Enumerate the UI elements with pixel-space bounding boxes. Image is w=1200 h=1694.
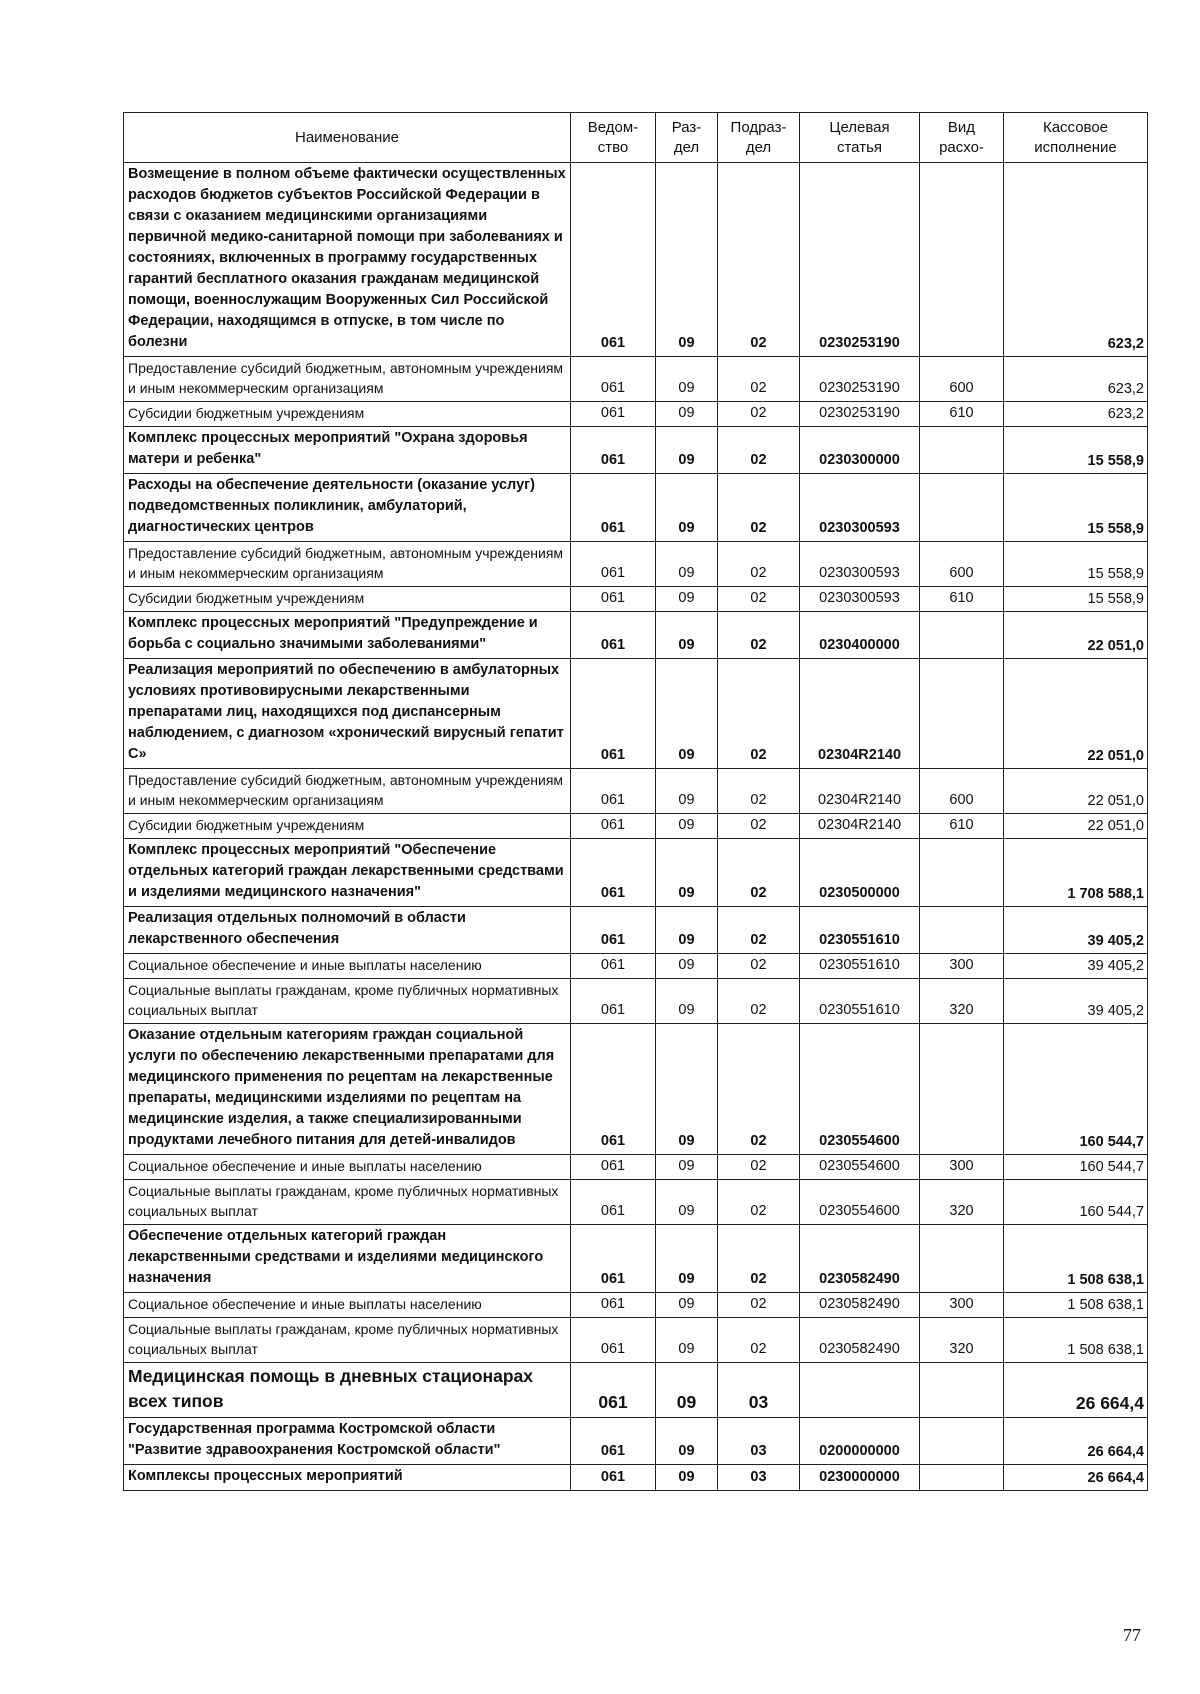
- row-section: 09: [656, 542, 718, 587]
- row-target-article: 0230554600: [800, 1024, 920, 1155]
- table-row: [124, 163, 1148, 357]
- row-expense-type: [920, 1024, 1004, 1155]
- row-subsection: 02: [718, 954, 800, 979]
- row-expense-type: 320: [920, 1180, 1004, 1225]
- row-name: Социальное обеспечение и иные выплаты населению: [124, 1293, 571, 1318]
- row-expense-type: [920, 612, 1004, 659]
- row-subsection: 02: [718, 542, 800, 587]
- row-department: 061: [571, 907, 656, 954]
- page-number: 77: [1123, 1625, 1141, 1645]
- row-department: 061: [571, 954, 656, 979]
- row-subsection: 02: [718, 1293, 800, 1318]
- row-subsection: 02: [718, 1155, 800, 1180]
- row-name: Социальное обеспечение и иные выплаты населению: [124, 954, 571, 979]
- row-section: 09: [656, 1180, 718, 1225]
- row-section: 09: [656, 814, 718, 839]
- row-amount: 39 405,2: [1004, 954, 1148, 979]
- row-department: 061: [571, 1180, 656, 1225]
- row-name: Комплекс процессных мероприятий "Обеспечение отдельных категорий граждан лекарственными средствами и изделиями медицинского назначения": [124, 839, 571, 907]
- row-amount: 15 558,9: [1004, 542, 1148, 587]
- row-subsection: 02: [718, 659, 800, 769]
- row-subsection: 03: [718, 1418, 800, 1465]
- row-target-article: 0230500000: [800, 839, 920, 907]
- row-name: Комплекс процессных мероприятий "Охрана здоровья матери и ребенка": [124, 427, 571, 474]
- row-amount: 15 558,9: [1004, 427, 1148, 474]
- row-target-article: 0230300593: [800, 542, 920, 587]
- row-target-article: 0230582490: [800, 1293, 920, 1318]
- row-expense-type: 320: [920, 979, 1004, 1024]
- row-section: 09: [656, 1465, 718, 1491]
- row-target-article: 0230582490: [800, 1318, 920, 1363]
- row-amount: 15 558,9: [1004, 474, 1148, 542]
- budget-table: [123, 112, 1148, 1491]
- row-section: 09: [656, 1225, 718, 1293]
- row-subsection: 02: [718, 769, 800, 814]
- row-amount: 22 051,0: [1004, 814, 1148, 839]
- row-amount: 623,2: [1004, 163, 1148, 357]
- row-name: Предоставление субсидий бюджетным, автономным учреждениям и иным некоммерческим организациям: [124, 769, 571, 814]
- row-name: Социальное обеспечение и иные выплаты населению: [124, 1155, 571, 1180]
- table-row: [124, 1465, 1148, 1491]
- row-subsection: 02: [718, 1024, 800, 1155]
- row-subsection: 02: [718, 427, 800, 474]
- header-cash-execution: Кассовое исполнение: [1004, 113, 1148, 163]
- table-body: [124, 163, 1148, 1491]
- row-expense-type: [920, 1225, 1004, 1293]
- row-amount: 1 508 638,1: [1004, 1318, 1148, 1363]
- row-expense-type: 610: [920, 402, 1004, 427]
- row-target-article: 0230300000: [800, 427, 920, 474]
- row-subsection: 02: [718, 474, 800, 542]
- header-name: Наименование: [124, 113, 571, 163]
- row-expense-type: [920, 907, 1004, 954]
- table-row: [124, 474, 1148, 542]
- table-row: [124, 907, 1148, 954]
- row-section: 09: [656, 1293, 718, 1318]
- row-target-article: 0230253190: [800, 402, 920, 427]
- row-expense-type: 600: [920, 769, 1004, 814]
- row-department: 061: [571, 402, 656, 427]
- row-department: 061: [571, 814, 656, 839]
- table-row: [124, 1293, 1148, 1318]
- row-amount: 26 664,4: [1004, 1418, 1148, 1465]
- row-subsection: 02: [718, 163, 800, 357]
- row-target-article: 0230253190: [800, 163, 920, 357]
- row-subsection: 02: [718, 839, 800, 907]
- row-name: Государственная программа Костромской области "Развитие здравоохранения Костромской области": [124, 1418, 571, 1465]
- row-name: Социальные выплаты гражданам, кроме публичных нормативных социальных выплат: [124, 979, 571, 1024]
- table-row: [124, 814, 1148, 839]
- row-section: 09: [656, 1418, 718, 1465]
- table-row: [124, 427, 1148, 474]
- row-department: 061: [571, 1318, 656, 1363]
- row-target-article: 0230582490: [800, 1225, 920, 1293]
- row-name: Обеспечение отдельных категорий граждан лекарственными средствами и изделиями медицинского назначения: [124, 1225, 571, 1293]
- row-department: 061: [571, 1155, 656, 1180]
- row-expense-type: [920, 1465, 1004, 1491]
- row-amount: 39 405,2: [1004, 907, 1148, 954]
- row-department: 061: [571, 1418, 656, 1465]
- row-expense-type: 300: [920, 1155, 1004, 1180]
- row-target-article: 0230551610: [800, 907, 920, 954]
- row-amount: 26 664,4: [1004, 1363, 1148, 1418]
- row-expense-type: [920, 1363, 1004, 1418]
- row-section: 09: [656, 357, 718, 402]
- row-amount: 623,2: [1004, 357, 1148, 402]
- row-section: 09: [656, 1155, 718, 1180]
- row-subsection: 02: [718, 1225, 800, 1293]
- row-target-article: 0230300593: [800, 587, 920, 612]
- row-department: 061: [571, 769, 656, 814]
- table-row: [124, 1024, 1148, 1155]
- table-row: [124, 402, 1148, 427]
- row-target-article: 0230300593: [800, 474, 920, 542]
- row-expense-type: 610: [920, 814, 1004, 839]
- row-name: Комплексы процессных мероприятий: [124, 1465, 571, 1491]
- row-section: 09: [656, 979, 718, 1024]
- row-amount: 1 508 638,1: [1004, 1225, 1148, 1293]
- row-amount: 1 508 638,1: [1004, 1293, 1148, 1318]
- row-section: 09: [656, 612, 718, 659]
- row-expense-type: [920, 1418, 1004, 1465]
- row-amount: 15 558,9: [1004, 587, 1148, 612]
- row-expense-type: 600: [920, 542, 1004, 587]
- header-section: Раз- дел: [656, 113, 718, 163]
- row-section: 09: [656, 474, 718, 542]
- row-section: 09: [656, 907, 718, 954]
- table-row: [124, 612, 1148, 659]
- row-name: Субсидии бюджетным учреждениям: [124, 587, 571, 612]
- row-department: 061: [571, 587, 656, 612]
- row-department: 061: [571, 427, 656, 474]
- row-section: 09: [656, 427, 718, 474]
- row-subsection: 02: [718, 612, 800, 659]
- row-target-article: 0200000000: [800, 1418, 920, 1465]
- row-subsection: 03: [718, 1465, 800, 1491]
- row-target-article: 0230400000: [800, 612, 920, 659]
- table-row: [124, 1155, 1148, 1180]
- table-row: [124, 659, 1148, 769]
- row-section: 09: [656, 1318, 718, 1363]
- row-subsection: 02: [718, 907, 800, 954]
- row-subsection: 02: [718, 1318, 800, 1363]
- row-department: 061: [571, 659, 656, 769]
- header-expense-type: Вид расхо-: [920, 113, 1004, 163]
- row-target-article: [800, 1363, 920, 1418]
- row-expense-type: 600: [920, 357, 1004, 402]
- row-target-article: 0230551610: [800, 979, 920, 1024]
- header-target-article: Целевая статья: [800, 113, 920, 163]
- row-department: 061: [571, 163, 656, 357]
- table-row: [124, 954, 1148, 979]
- row-subsection: 02: [718, 1180, 800, 1225]
- table-row: [124, 839, 1148, 907]
- row-section: 09: [656, 402, 718, 427]
- row-expense-type: [920, 474, 1004, 542]
- row-name: Расходы на обеспечение деятельности (оказание услуг) подведомственных поликлиник, амбулаторий, диагностических центров: [124, 474, 571, 542]
- row-section: 09: [656, 954, 718, 979]
- row-section: 09: [656, 769, 718, 814]
- row-expense-type: 610: [920, 587, 1004, 612]
- row-amount: 160 544,7: [1004, 1180, 1148, 1225]
- row-name: Возмещение в полном объеме фактически осуществленных расходов бюджетов субъектов Российской Федерации в связи с оказанием медицинскими организациями первичной медико-санитарной помощи при заболеваниях и состояниях, включенных в программу государственных гарантий бесплатного оказания гражданам медицинской помощи, военнослужащим Вооруженных Сил Российской Федерации, находящимся в отпуске, в том числе по болезни: [124, 163, 571, 357]
- row-subsection: 02: [718, 587, 800, 612]
- row-amount: 39 405,2: [1004, 979, 1148, 1024]
- row-expense-type: [920, 839, 1004, 907]
- row-department: 061: [571, 1225, 656, 1293]
- row-name: Субсидии бюджетным учреждениям: [124, 814, 571, 839]
- row-department: 061: [571, 1293, 656, 1318]
- row-amount: 623,2: [1004, 402, 1148, 427]
- header-department: Ведом- ство: [571, 113, 656, 163]
- row-section: 09: [656, 659, 718, 769]
- table-row: [124, 979, 1148, 1024]
- header-subsection: Подраз- дел: [718, 113, 800, 163]
- row-expense-type: 300: [920, 1293, 1004, 1318]
- row-amount: 1 708 588,1: [1004, 839, 1148, 907]
- row-section: 09: [656, 163, 718, 357]
- row-name: Предоставление субсидий бюджетным, автономным учреждениям и иным некоммерческим организациям: [124, 357, 571, 402]
- table-row: [124, 1363, 1148, 1418]
- row-expense-type: 320: [920, 1318, 1004, 1363]
- table-row: [124, 357, 1148, 402]
- row-subsection: 02: [718, 357, 800, 402]
- table-row: [124, 769, 1148, 814]
- row-section: 09: [656, 1024, 718, 1155]
- row-expense-type: [920, 427, 1004, 474]
- row-name: Медицинская помощь в дневных стационарах всех типов: [124, 1363, 571, 1418]
- row-target-article: 02304R2140: [800, 769, 920, 814]
- row-amount: 22 051,0: [1004, 659, 1148, 769]
- row-amount: 22 051,0: [1004, 769, 1148, 814]
- row-department: 061: [571, 474, 656, 542]
- row-department: 061: [571, 1024, 656, 1155]
- row-department: 061: [571, 1363, 656, 1418]
- row-department: 061: [571, 1465, 656, 1491]
- row-section: 09: [656, 839, 718, 907]
- table-row: [124, 587, 1148, 612]
- row-section: 09: [656, 1363, 718, 1418]
- row-target-article: 0230551610: [800, 954, 920, 979]
- row-name: Реализация мероприятий по обеспечению в амбулаторных условиях противовирусными лекарственными препаратами лиц, находящихся под диспансерным наблюдением, с диагнозом «хронический вирусный гепатит С»: [124, 659, 571, 769]
- row-target-article: 0230554600: [800, 1155, 920, 1180]
- row-subsection: 02: [718, 814, 800, 839]
- row-target-article: 02304R2140: [800, 659, 920, 769]
- row-subsection: 02: [718, 979, 800, 1024]
- row-amount: 160 544,7: [1004, 1024, 1148, 1155]
- table-row: [124, 1418, 1148, 1465]
- row-department: 061: [571, 839, 656, 907]
- row-amount: 22 051,0: [1004, 612, 1148, 659]
- row-name: Предоставление субсидий бюджетным, автономным учреждениям и иным некоммерческим организациям: [124, 542, 571, 587]
- row-name: Субсидии бюджетным учреждениям: [124, 402, 571, 427]
- row-section: 09: [656, 587, 718, 612]
- row-expense-type: [920, 163, 1004, 357]
- row-department: 061: [571, 542, 656, 587]
- row-subsection: 02: [718, 402, 800, 427]
- row-name: Реализация отдельных полномочий в области лекарственного обеспечения: [124, 907, 571, 954]
- table-row: [124, 1318, 1148, 1363]
- row-expense-type: 300: [920, 954, 1004, 979]
- row-expense-type: [920, 659, 1004, 769]
- row-department: 061: [571, 979, 656, 1024]
- table-row: [124, 1180, 1148, 1225]
- row-target-article: 02304R2140: [800, 814, 920, 839]
- row-target-article: 0230554600: [800, 1180, 920, 1225]
- table-row: [124, 1225, 1148, 1293]
- row-amount: 26 664,4: [1004, 1465, 1148, 1491]
- row-name: Комплекс процессных мероприятий "Предупреждение и борьба с социально значимыми заболеваниями": [124, 612, 571, 659]
- row-amount: 160 544,7: [1004, 1155, 1148, 1180]
- row-name: Социальные выплаты гражданам, кроме публичных нормативных социальных выплат: [124, 1180, 571, 1225]
- table-row: [124, 542, 1148, 587]
- row-subsection: 03: [718, 1363, 800, 1418]
- table-header-row: [124, 113, 1148, 163]
- row-department: 061: [571, 612, 656, 659]
- row-name: Социальные выплаты гражданам, кроме публичных нормативных социальных выплат: [124, 1318, 571, 1363]
- row-name: Оказание отдельным категориям граждан социальной услуги по обеспечению лекарственными препаратами для медицинского применения по рецептам на лекарственные препараты, медицинскими изделиями по рецептам на медицинские изделия, а также специализированными продуктами лечебного питания для детей-инвалидов: [124, 1024, 571, 1155]
- row-target-article: 0230000000: [800, 1465, 920, 1491]
- row-target-article: 0230253190: [800, 357, 920, 402]
- row-department: 061: [571, 357, 656, 402]
